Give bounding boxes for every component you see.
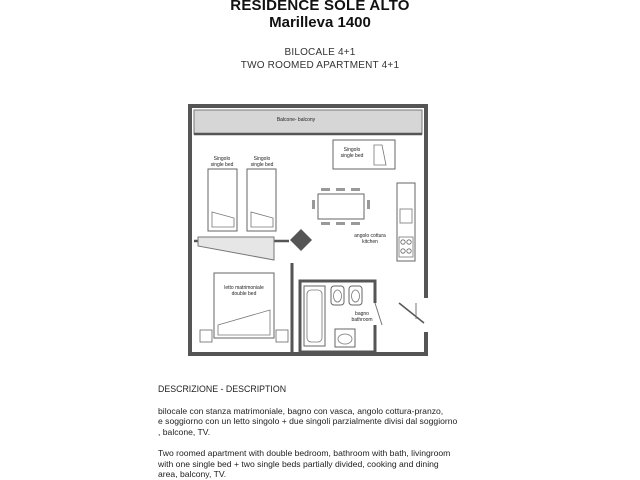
kitchen-label-en: kitchen bbox=[362, 239, 378, 245]
bedside-table-right bbox=[276, 330, 288, 342]
bathroom-label-en: bathroom bbox=[351, 317, 373, 323]
bathroom-label-it: bagno bbox=[355, 311, 369, 317]
residence-title: RESIDENCE SOLE ALTO bbox=[230, 0, 410, 14]
description-en-line-2: with one single bed + two single beds partially divided, cooking and dining bbox=[158, 459, 439, 469]
bedside-table-left bbox=[200, 330, 212, 342]
location-title: Marilleva 1400 bbox=[269, 14, 371, 31]
floor-plan bbox=[184, 103, 434, 358]
balcony-label: Balcone- balcony bbox=[276, 117, 316, 123]
single-bed-1-label-it: Singolo bbox=[213, 156, 231, 162]
description-it-line-2: e soggiorno con un letto singolo + due singoli parzialmente divisi dal soggiorno bbox=[158, 416, 458, 426]
description-it-line-3: , balcone, TV. bbox=[158, 427, 211, 437]
single-bed-3-label-en: single bed bbox=[340, 153, 364, 159]
single-bed-1-label-en: single bed bbox=[210, 162, 234, 168]
kitchen-sink bbox=[400, 209, 412, 223]
dining-table bbox=[318, 194, 364, 219]
single-bed-2-label-en: single bed bbox=[250, 162, 274, 168]
description-en-line-3: area, balcony, TV. bbox=[158, 469, 227, 479]
kitchen-label-it: angolo cottura bbox=[354, 233, 386, 239]
single-bed-2-label-it: Singolo bbox=[253, 156, 271, 162]
description-it-line-1: bilocale con stanza matrimoniale, bagno con vasca, angolo cottura-pranzo, bbox=[158, 406, 444, 416]
apartment-type-it: BILOCALE 4+1 bbox=[284, 47, 356, 58]
kitchen-hob bbox=[399, 237, 413, 257]
column bbox=[290, 229, 312, 251]
partition-wedge bbox=[198, 237, 274, 260]
apartment-type-en: TWO ROOMED APARTMENT 4+1 bbox=[240, 60, 400, 71]
description-heading: DESCRIZIONE - DESCRIPTION bbox=[158, 384, 287, 394]
description-en-line-1: Two roomed apartment with double bedroom, bathroom with bath, livingroom bbox=[158, 448, 451, 458]
single-bed-3-label-it: Singolo bbox=[343, 147, 361, 153]
double-bed-label-en: double bed bbox=[231, 291, 257, 297]
double-bed-label-it: letto matrimoniale bbox=[224, 285, 264, 291]
